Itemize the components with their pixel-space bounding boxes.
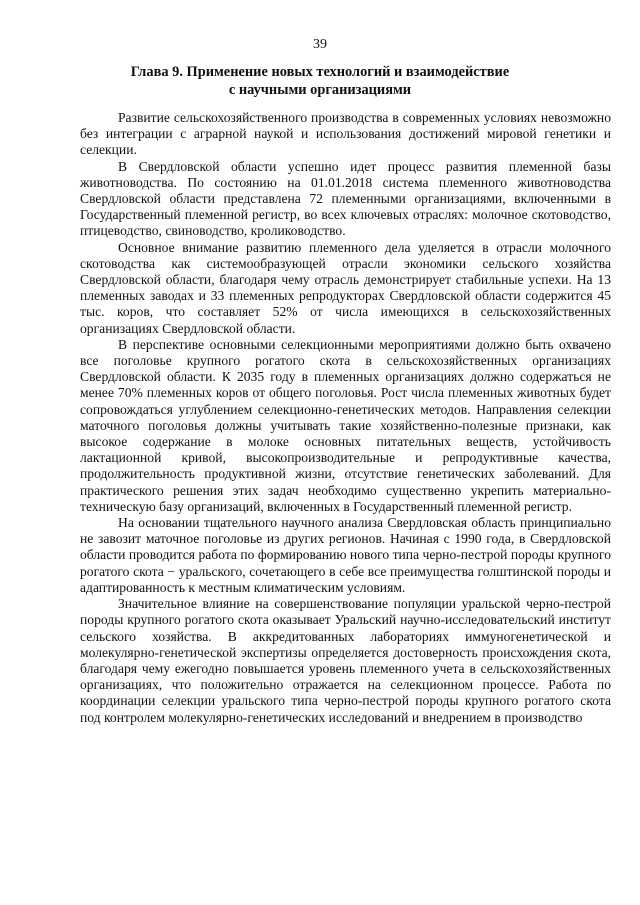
chapter-title-line-1: Глава 9. Применение новых технологий и взаимодействие <box>130 64 510 80</box>
chapter-title <box>90 63 550 99</box>
chapter-title-line-2: с научными организациями <box>228 82 412 98</box>
paragraph: Основное внимание развитию племенного дела уделяется в отрасли молочного скотоводства как системообразующей отрасли экономики сельского хозяйства Свердловской области, благодаря чему отрасль демонстрирует стабильные успехи. На 13 племенных заводах и 33 племенных репродукторах Свердловской области содержится 45 тыс. коров, что составляет 52% от числа имеющихся в сельскохозяйственных организациях Свердловской области. <box>80 239 611 336</box>
paragraph: В перспективе основными селекционными мероприятиями должно быть охвачено все поголовье крупного рогатого скота в сельскохозяйственных организациях Свердловской области. К 2035 году в племенных организациях должно содержаться не менее 70% племенных коров от общего поголовья. Рост числа племенных животных будет сопровождаться углублением селекционно-генетических методов. Направления селекции маточного поголовья должны учитывать такие хозяйственно-полезные признаки, как высокое содержание в молоке основных питательных веществ, устойчивость лактационной кривой, высокопроизводительные и репродуктивные качества, продолжительность продуктивной жизни, отсутствие генетических заболеваний. Для практического решения этих задач необходимо существенно укрепить материально-техническую базу организаций, включенных в Государственный племенной регистр. <box>80 336 611 514</box>
page-number: 39 <box>313 37 327 52</box>
paragraph: На основании тщательного научного анализа Свердловская область принципиально не завозит маточное поголовье из других регионов. Начиная с 1990 года, в Свердловской области проводится работа по формированию нового типа черно-пестрой породы крупного рогатого скота − уральского, сочетающего в себе все преимущества голштинской породы и адаптированность к местным климатическим условиям. <box>80 515 611 595</box>
paragraph: В Свердловской области успешно идет процесс развития племенной базы животноводства. По состоянию на 01.01.2018 система племенного животноводства Свердловской области представлена 72 племенными организациями, включенными в Государственный племенной регистр, во всех ключевых отраслях: молочное скотоводство, птицеводство, свиноводство, кролиководство. <box>80 158 611 239</box>
paragraph: Значительное влияние на совершенствование популяции уральской черно-пестрой породы крупного рогатого скота оказывает Уральский научно-исследовательский институт сельского хозяйства. В аккредитованных лабораториях иммуногенетической и молекулярно-генетической экспертизы определяется достоверность происхождения скота, благодаря чему ежегодно повышается уровень племенного учета в сельскохозяйственных организациях, что положительно отражается на селекционном процессе. Работа по координации селекции уральского типа черно-пестрой породы крупного рогатого скота под контролем молекулярно-генетических исследований и внедрением в производство <box>80 596 611 725</box>
body-text <box>80 110 611 726</box>
paragraph: Развитие сельскохозяйственного производства в современных условиях невозможно без интеграции с аграрной наукой и использования достижений мировой генетики и селекции. <box>80 110 611 158</box>
